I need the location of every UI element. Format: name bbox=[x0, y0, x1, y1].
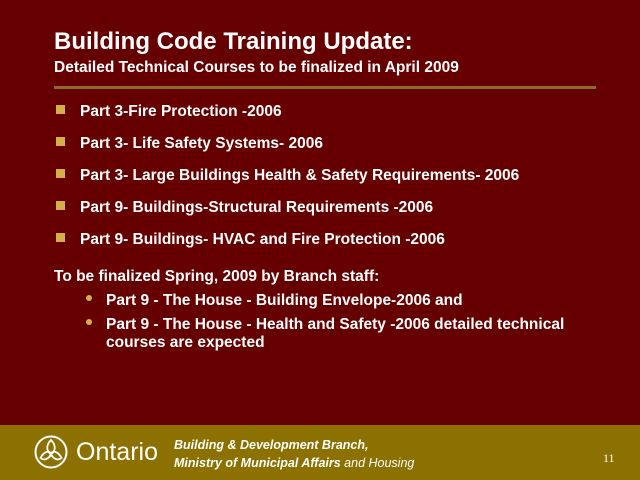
list-item-text: Part 3-Fire Protection -2006 bbox=[80, 103, 282, 120]
list-item-text: Part 3- Life Safety Systems- 2006 bbox=[80, 135, 323, 152]
square-bullet-icon bbox=[56, 233, 65, 242]
list-item-text: Part 9- Buildings-Structural Requirements -2006 bbox=[80, 199, 434, 216]
ministry-name-bold: Ministry of Municipal Affairs bbox=[174, 456, 341, 470]
round-bullet-icon bbox=[86, 295, 92, 301]
trillium-icon bbox=[34, 435, 68, 469]
list-item bbox=[56, 192, 519, 224]
square-bullet-icon bbox=[56, 137, 65, 146]
sub-course-list bbox=[86, 292, 566, 358]
list-item-text: Part 3- Large Buildings Health & Safety Requirements- 2006 bbox=[80, 167, 520, 184]
list-item bbox=[56, 160, 519, 192]
ministry-name bbox=[174, 456, 414, 470]
list-item bbox=[56, 224, 519, 256]
title-divider bbox=[54, 86, 596, 89]
ontario-logo-text: Ontario bbox=[76, 438, 158, 466]
footer-bar bbox=[0, 425, 640, 480]
list-item bbox=[56, 128, 519, 160]
list-item-text: Part 9- Buildings- HVAC and Fire Protection -2006 bbox=[80, 231, 445, 248]
branch-name: Building & Development Branch, bbox=[174, 438, 369, 452]
sub-list-item bbox=[86, 292, 566, 310]
slide-subtitle: Detailed Technical Courses to be finalized in April 2009 bbox=[54, 59, 459, 76]
square-bullet-icon bbox=[56, 169, 65, 178]
square-bullet-icon bbox=[56, 201, 65, 210]
sub-list-item bbox=[86, 316, 566, 352]
sub-list-item-text: Part 9 - The House - Health and Safety -2006 detailed technical courses are expected bbox=[106, 316, 565, 351]
ministry-name-plain: and Housing bbox=[340, 456, 415, 470]
course-list bbox=[56, 96, 519, 256]
slide-title: Building Code Training Update: bbox=[54, 28, 413, 55]
round-bullet-icon bbox=[86, 319, 92, 325]
list-item bbox=[56, 96, 519, 128]
square-bullet-icon bbox=[56, 105, 65, 114]
page-number: 11 bbox=[603, 451, 615, 465]
sub-list-item-text: Part 9 - The House - Building Envelope-2006 and bbox=[106, 292, 463, 309]
section-heading: To be finalized Spring, 2009 by Branch staff: bbox=[54, 268, 380, 285]
